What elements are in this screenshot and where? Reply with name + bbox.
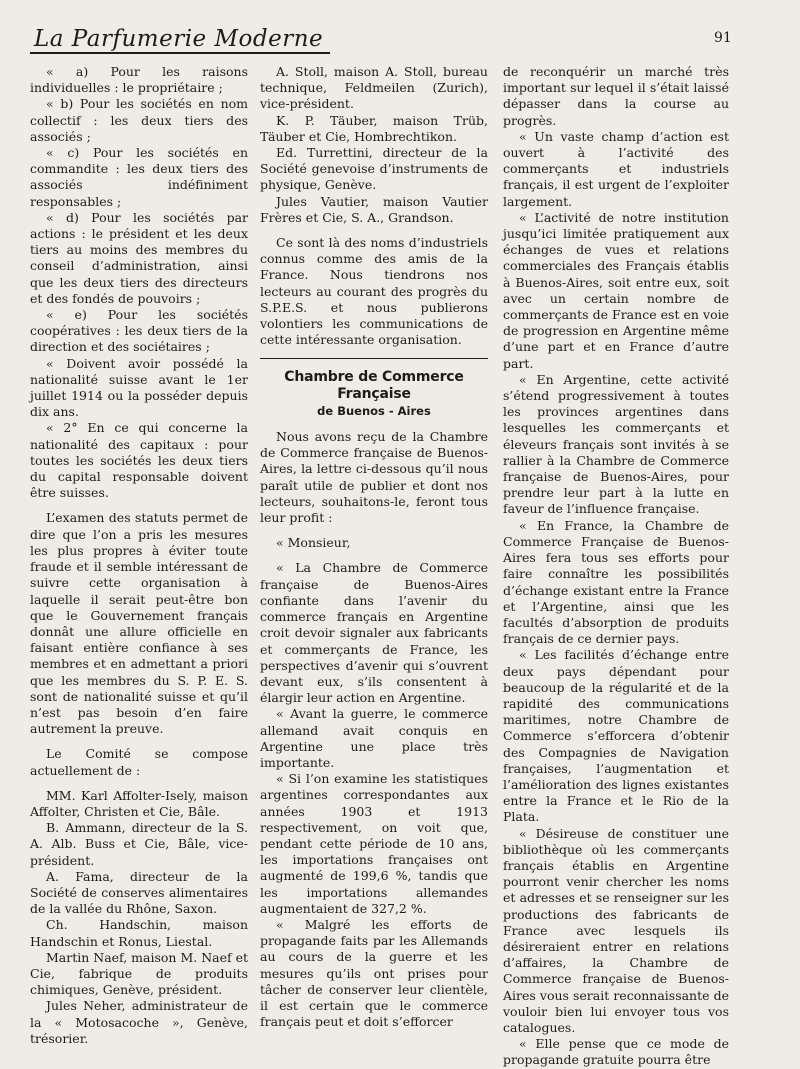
paragraph: Nous avons reçu de la Chambre de Commerce française de Buenos-Aires, la lettre ci-dessous qu’il nous paraît utile de publier et dont nos lecteurs, souhaitons-le, feront tous leur profit : [260, 429, 488, 526]
paragraph: « Malgré les efforts de propagande faits par les Allemands au cours de la guerre et les mesures qu’ils ont prises pour tâcher de conserver leur clientèle, il est certain que le commerce français peut et doit s’efforcer [260, 916, 488, 1030]
section-rule [260, 358, 488, 359]
committee-member: Ed. Turrettini, directeur de la Société genevoise d’instruments de physique, Genève. [260, 145, 488, 193]
committee-member: K. P. Täuber, maison Trüb, Täuber et Cie, Hombrechtikon. [260, 112, 488, 144]
column-1 [30, 64, 248, 1047]
paragraph: « Elle pense que ce mode de propagande gratuite pourra être [503, 1036, 729, 1068]
paragraph: « Si l’on examine les statistiques argentines correspondantes aux années 1903 et 1913 respectivement, on voit que, pendant cette période de 10 ans, les importations françaises ont augmenté de 199,6 %, tandis que les importations allemandes augmentaient de 327,2 %. [260, 771, 488, 916]
paragraph: L’examen des statuts permet de dire que l’on a pris les mesures les plus propres à éviter toute fraude et il semble intéressant de suivre cette organisation à laquelle il serait peut-être bon que le Gouvernement français donnât une allure officielle en faisant entière confiance à ses membres et en admettant a priori que les membres du S. P. E. S. sont de nationalité suisse et qu’il n’est pas besoin d’en faire autrement la preuve. [30, 510, 248, 737]
section-subtitle: de Buenos - Aires [317, 403, 431, 418]
paragraph: « d) Pour les sociétés par actions : le président et les deux tiers au moins des membres du conseil d’administration, ainsi que les deux tiers des directeurs et des fondés de pouvoirs ; [30, 209, 248, 306]
paragraph: « e) Pour les sociétés coopératives : les deux tiers de la direction et des sociétaires ; [30, 307, 248, 355]
header-rule [30, 52, 330, 54]
committee-member: A. Fama, directeur de la Société de conserves alimentaires de la vallée du Rhône, Saxon. [30, 868, 248, 917]
paragraph: « Doivent avoir possédé la nationalité suisse avant le 1er juillet 1914 ou la posséder depuis dix ans. [30, 355, 248, 420]
paragraph: de reconquérir un marché très important sur lequel il s’était laissé dépasser dans la course au progrès. [503, 64, 729, 128]
paragraph: Ce sont là des noms d’industriels connus comme des amis de la France. Nous tiendrons nos lecteurs au courant des progrès du S.P.E.S. et nous publierons volontiers les communications de cette intéressante organisation. [260, 235, 488, 348]
section-title: Chambre de Commerce Française [284, 369, 464, 402]
paragraph: « Un vaste champ d’action est ouvert à l’activité des commerçants et industriels français, il est urgent de l’exploiter largement. [503, 128, 729, 209]
paragraph: « b) Pour les sociétés en nom collectif : les deux tiers des associés ; [30, 96, 248, 144]
paragraph: « L’activité de notre institution jusqu’ici limitée pratiquement aux échanges de vues et relations commerciales des Français établis à Buenos-Aires, soit entre eux, soit avec un certain nombre de commerçants de France est en voie de progression en Argentine même d’une part et en France d’autre part. [503, 209, 729, 371]
paragraph: « En France, la Chambre de Commerce Française de Buenos-Aires fera tous ses efforts pour faire connaître les possibilités d’échange existant entre la France et l’Argentine, ainsi que les facultés d’absorption de produits français de ce dernier pays. [503, 517, 729, 647]
paragraph: « La Chambre de Commerce française de Buenos-Aires confiante dans l’avenir du commerce français en Argentine croit devoir signaler aux fabricants et commerçants de France, les perspectives d’avenir qui s’ouvrent devant eux, s’ils consentent à élargir leur action en Argentine. [260, 560, 488, 706]
paragraph: « 2° En ce qui concerne la nationalité des capitaux : pour toutes les sociétés les deux tiers du capital responsable doivent être suisses. [30, 420, 248, 501]
committee-member: A. Stoll, maison A. Stoll, bureau technique, Feldmeilen (Zurich), vice-président. [260, 64, 488, 112]
paragraph: « a) Pour les raisons individuelles : le propriétaire ; [30, 64, 248, 96]
committee-member: MM. Karl Affolter-Isely, maison Affolter, Christen et Cie, Bâle. [30, 787, 248, 819]
committee-member: Ch. Handschin, maison Handschin et Ronus, Liestal. [30, 917, 248, 949]
committee-member: Jules Neher, administrateur de la « Motosacoche », Genève, trésorier. [30, 998, 248, 1046]
paragraph: « Désireuse de constituer une bibliothèque où les commerçants français établis en Argentine pourront venir chercher les noms et adresses et se renseigner sur les productions des fabricants de France avec lesquels ils désireraient entrer en relations d’affaires, la Chambre de Commerce française de Buenos-Aires vous serait reconnaissante de vouloir bien lui envoyer tous vos catalogues. [503, 825, 729, 1035]
column-3 [503, 64, 729, 1069]
paragraph: « c) Pour les sociétés en commandite : les deux tiers des associés indéfiniment responsables ; [30, 145, 248, 209]
committee-member: Martin Naef, maison M. Naef et Cie, fabrique de produits chimiques, Genève, président. [30, 949, 249, 998]
paragraph: Le Comité se compose actuellement de : [30, 746, 248, 778]
journal-title: La Parfumerie Moderne [34, 26, 324, 52]
page-number: 91 [714, 30, 732, 46]
paragraph: « Avant la guerre, le commerce allemand avait conquis en Argentine une place très importante. [260, 706, 488, 770]
paragraph: « Les facilités d’échange entre deux pays dépendant pour beaucoup de la régularité et de la rapidité des communications maritimes, notre Chambre de Commerce s’efforcera d’obtenir des Compagnies de Navigation françaises, l’augmentation et l’amélioration des lignes existantes entre la France et le Rio de la Plata. [503, 647, 729, 825]
committee-member: Jules Vautier, maison Vautier Frères et Cie, S. A., Grandson. [260, 193, 488, 225]
column-2 [260, 64, 488, 1030]
committee-member: B. Ammann, directeur de la S. A. Alb. Buss et Cie, Bâle, vice-président. [30, 820, 248, 868]
paragraph: « En Argentine, cette activité s’étend progressivement à toutes les provinces argentines dans lesquelles les commerçants et éleveurs français sont invités à se rallier à la Chambre de Commerce française de Buenos-Aires, pour prendre leur part à la lutte en faveur de l’influence française. [503, 371, 729, 517]
letter-salutation: « Monsieur, [276, 535, 351, 551]
